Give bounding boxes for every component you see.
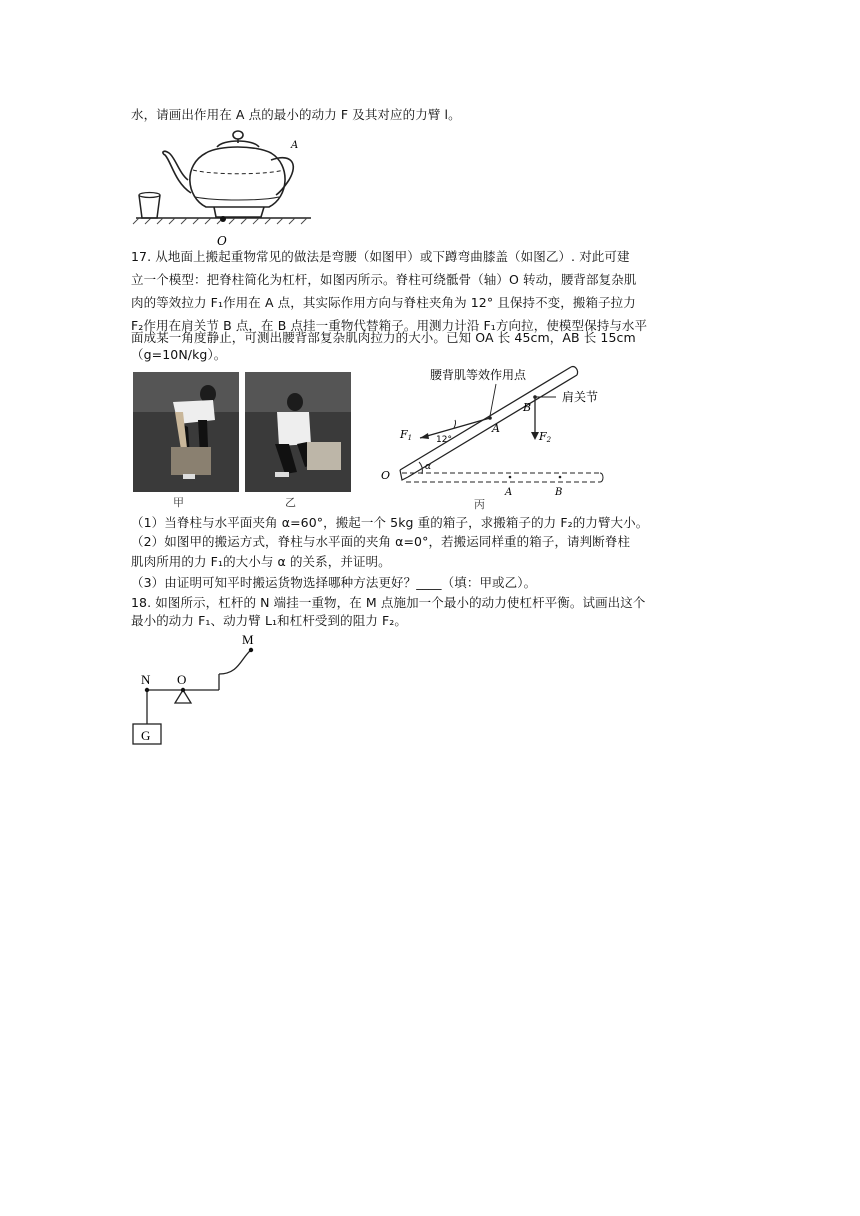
q18-line-1: 18. 如图所示，杠杆的 N 端挂一重物，在 M 点施加一个最小的动力使杠杆平衡。试画出这个 xyxy=(131,595,646,610)
caption-bing: 丙 xyxy=(474,498,485,511)
alpha-label: α xyxy=(425,462,432,472)
label-b-rod: B xyxy=(523,401,532,414)
label-a-rod: A xyxy=(492,422,500,435)
label-o-pivot: O xyxy=(381,469,391,482)
caption-jia: 甲 xyxy=(173,496,184,509)
f2-label: F2 xyxy=(539,430,552,444)
q16-text: 水，请画出作用在 A 点的最小的动力 F 及其对应的力臂 l。 xyxy=(131,107,461,122)
teapot-icon xyxy=(163,131,293,217)
q17-sub-3: （3）由证明可知平时搬运货物选择哪种方法更好？____（填：甲或乙）。 xyxy=(131,575,537,590)
q17-line-2: 立一个模型：把脊柱简化为杠杆，如图丙所示。脊柱可绕骶骨（轴）O 转动，腰背部复杂肌 xyxy=(131,272,637,287)
q17-line-5: 面成某一角度静止，可测出腰背部复杂肌肉拉力的大小。已知 OA 长 45cm，AB 长 15cm xyxy=(131,330,636,345)
label-n: N xyxy=(141,672,151,687)
angle-12-label: 12° xyxy=(436,435,452,445)
q17-line-1: 17. 从地面上搬起重物常见的做法是弯腰（如图甲）或下蹲弯曲膝盖（如图乙）. 对此可建 xyxy=(131,249,630,264)
label-a: A xyxy=(291,140,299,151)
muscle-point-label: 腰背肌等效作用点 xyxy=(430,368,527,382)
label-m: M xyxy=(242,632,254,647)
lever-figure xyxy=(129,628,269,750)
photo-jia xyxy=(133,372,239,492)
label-a-horizontal: A xyxy=(505,487,513,498)
q17-sub-2: （2）如图甲的搬运方式，脊柱与水平面的夹角 α=0°，若搬运同样重的箱子，请判断脊柱 xyxy=(131,534,631,549)
label-o: O xyxy=(217,234,227,248)
pivot-o-point xyxy=(220,216,226,222)
caption-yi: 乙 xyxy=(285,496,296,509)
q17-line-4: F₂作用在肩关节 B 点，在 B 点挂一重物代替箱子。用测力计沿 F₁方向拉，使模型保持与水平 xyxy=(131,318,648,333)
q18-line-2: 最小的动力 F₁、动力臂 L₁和杠杆受到的阻力 F₂。 xyxy=(131,613,407,628)
q17-line-6: （g=10N/kg）。 xyxy=(131,347,227,362)
label-g: G xyxy=(141,728,151,743)
photo-yi xyxy=(245,372,351,492)
label-b-horizontal: B xyxy=(555,487,563,498)
label-o: O xyxy=(177,672,187,687)
q17-sub-1: （1）当脊柱与水平面夹角 α=60°，搬起一个 5kg 重的箱子，求搬箱子的力 F₂的力臂大小。 xyxy=(131,515,649,530)
teapot-figure xyxy=(131,125,316,250)
shoulder-label: 肩关节 xyxy=(562,390,599,404)
cup-icon xyxy=(139,193,160,219)
q17-line-3: 肉的等效拉力 F₁作用在 A 点，其实际作用方向与脊柱夹角为 12° 且保持不变，搬箱子拉力 xyxy=(131,295,636,310)
f1-label: F1 xyxy=(400,428,413,442)
spine-lever-diagram xyxy=(378,362,628,507)
q17-sub-2-cont: 肌肉所用的力 F₁的大小与 α 的关系，并证明。 xyxy=(131,554,391,569)
